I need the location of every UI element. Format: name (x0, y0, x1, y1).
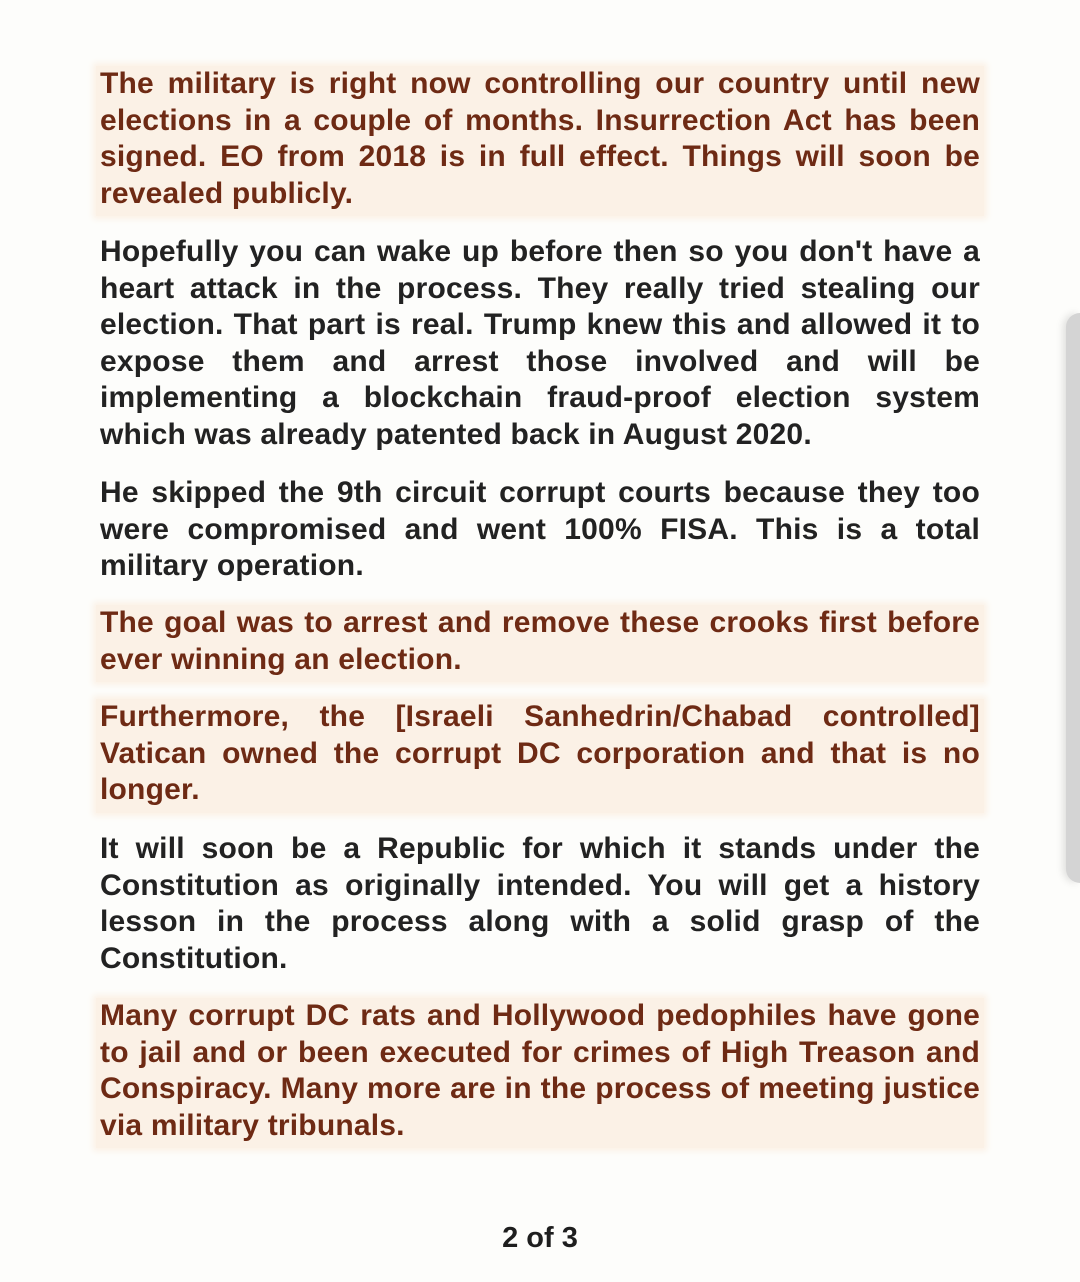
paragraph-republic: It will soon be a Republic for which it stands under the Constitution as originally intended. You will get a history lesson in the process along with a solid grasp of the Constitution. (100, 832, 980, 975)
edge-scroll-handle[interactable] (1066, 313, 1080, 883)
page-counter: 2 of 3 (502, 1222, 578, 1254)
paragraph-furthermore: Furthermore, the [Israeli Sanhedrin/Chabad controlled] Vatican owned the corrupt DC corporation and that is no longer. (96, 699, 984, 813)
paragraph-ninth-circuit: He skipped the 9th circuit corrupt courts because they too were compromised and went 100% FISA. This is a total military operation. (100, 476, 980, 582)
paragraph-goal: The goal was to arrest and remove these crooks first before ever winning an election. (96, 605, 984, 682)
paragraph-military-control: The military is right now controlling our country until new elections in a couple of months. Insurrection Act has been signed. EO from 2018 is in full effect. Things will soon be revealed publicly. (96, 66, 984, 216)
paragraph-wake-up: Hopefully you can wake up before then so you don't have a heart attack in the process. They really tried stealing our election. That part is real. Trump knew this and allowed it to expose them and arrest those involved and will be implementing a blockchain fraud-proof election system which was already patented back in August 2020. (100, 235, 980, 451)
paragraph-tribunals: Many corrupt DC rats and Hollywood pedophiles have gone to jail and or been executed for crimes of High Treason and Conspiracy. Many more are in the process of meeting justice via military tribunals. (96, 998, 984, 1148)
